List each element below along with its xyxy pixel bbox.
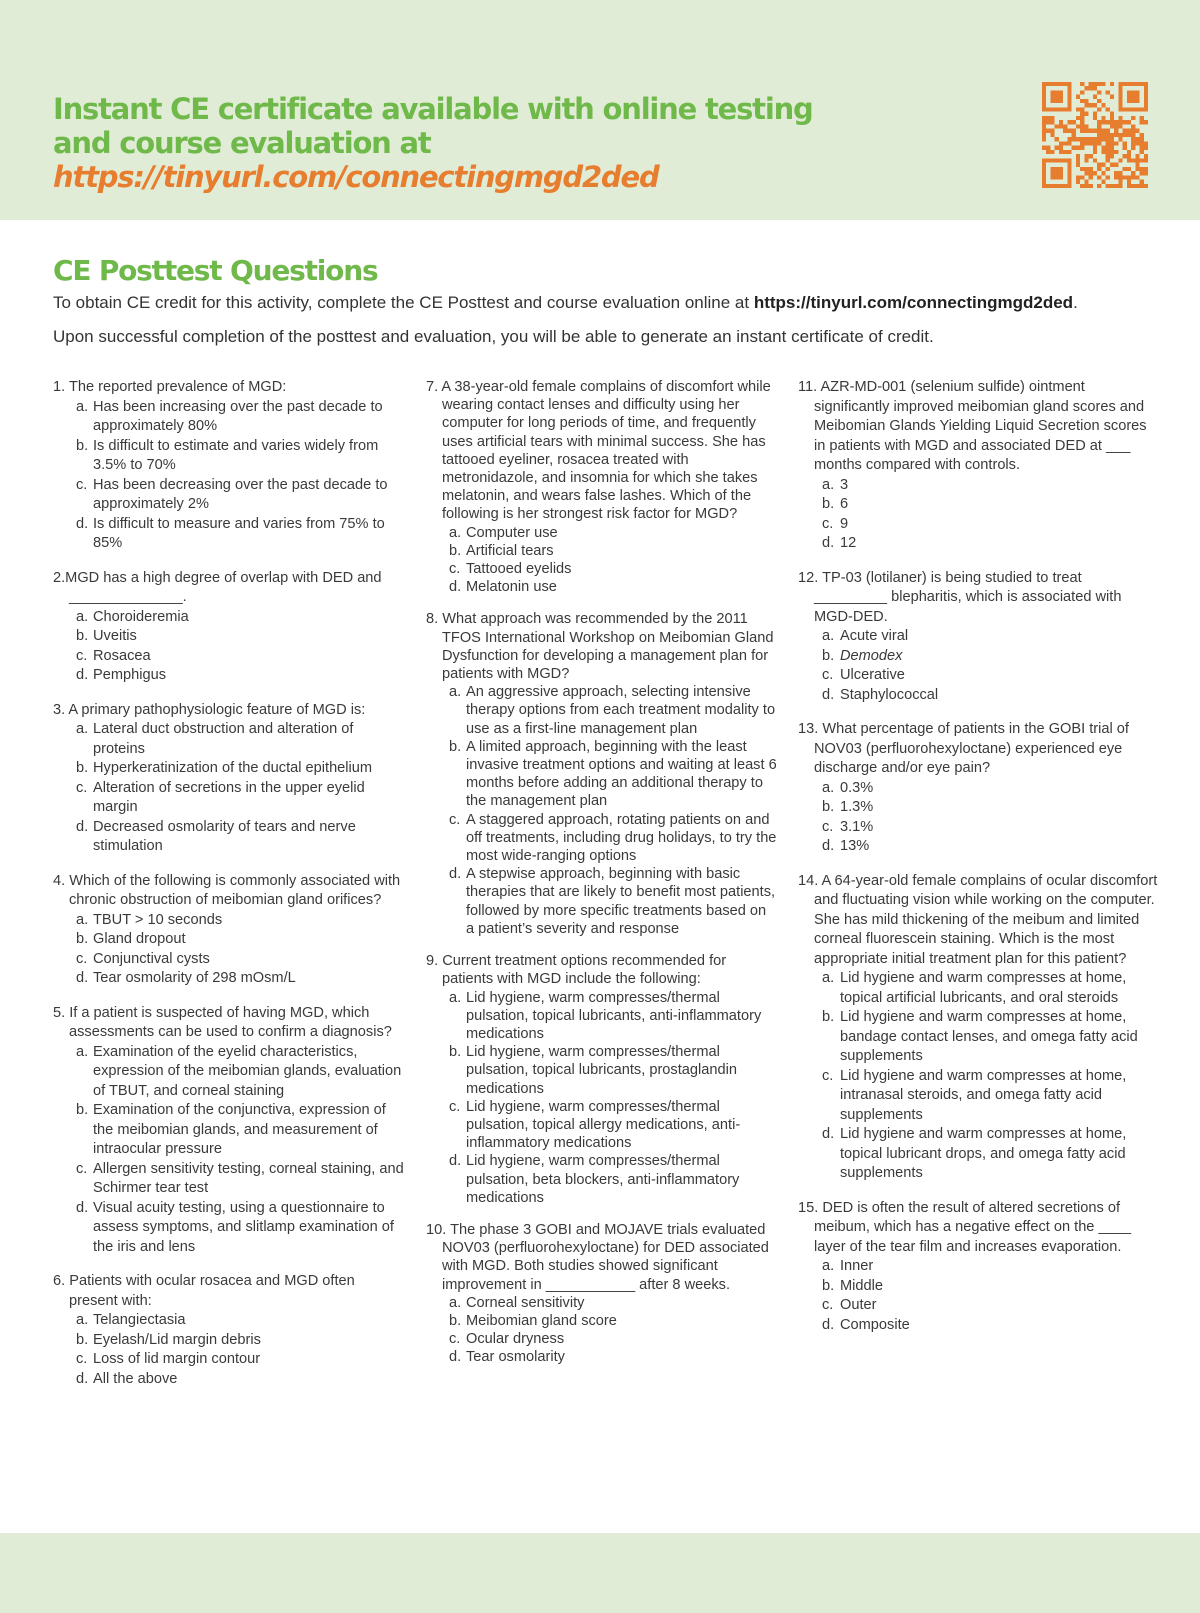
option-letter: a. xyxy=(76,1043,89,1060)
question-block xyxy=(53,1272,405,1389)
question-text: 12. TP-03 (lotilaner) is being studied to treat _________ blepharitis, which is associated with MGD-DED. xyxy=(798,569,1122,625)
question-block xyxy=(53,569,405,686)
option-text: Meibomian gland score xyxy=(466,1312,617,1329)
question-text: 15. DED is often the result of altered secretions of meibum, which has a negative effect on the ____ layer of the tear film and increases evaporation. xyxy=(798,1199,1131,1255)
answer-options xyxy=(53,720,405,857)
option-letter: d. xyxy=(449,1153,462,1170)
option-text: Allergen sensitivity testing, corneal staining, and Schirmer tear test xyxy=(93,1160,404,1196)
option-text: Pemphigus xyxy=(93,667,167,683)
option-letter: a. xyxy=(822,1258,835,1274)
answer-option[interactable] xyxy=(76,608,405,628)
banner-url-link[interactable]: https://tinyurl.com/connectingmgd2ded xyxy=(53,160,659,194)
question-block xyxy=(798,872,1158,1184)
option-letter: d. xyxy=(76,970,89,986)
question-block xyxy=(426,952,778,1207)
answer-option[interactable] xyxy=(76,476,405,515)
option-text: A stepwise approach, beginning with basic therapies that are likely to benefit most patients, followed by more specific treatments based on a patient’s severity and response xyxy=(466,866,776,937)
answer-options xyxy=(426,683,778,938)
answer-options xyxy=(53,911,405,989)
option-text: Eyelash/Lid margin debris xyxy=(93,1331,261,1348)
option-letter: b. xyxy=(449,738,462,755)
option-text: Demodex xyxy=(840,647,903,664)
option-letter: b. xyxy=(76,931,89,947)
answer-options xyxy=(798,969,1158,1184)
option-letter: a. xyxy=(822,628,835,644)
option-letter: c. xyxy=(76,1351,88,1367)
option-letter: d. xyxy=(76,1370,89,1387)
option-letter: d. xyxy=(76,515,89,532)
option-text: An aggressive approach, selecting intensive therapy options from each treatment modality to use as a first-line management plan xyxy=(466,684,776,737)
question-text: 9. Current treatment options recommended for patients with MGD include the following: xyxy=(426,953,727,988)
option-letter: d. xyxy=(449,1349,462,1366)
option-letter: c. xyxy=(449,1098,461,1115)
option-letter: c. xyxy=(822,667,834,683)
question-block xyxy=(53,378,405,554)
option-letter: c. xyxy=(822,515,834,532)
answer-options xyxy=(798,779,1158,857)
answer-option[interactable] xyxy=(822,798,1158,818)
option-text: Has been decreasing over the past decade to approximately 2% xyxy=(93,476,388,512)
answer-option[interactable] xyxy=(76,969,405,989)
footer-band xyxy=(0,1533,1200,1613)
question-block xyxy=(798,378,1158,554)
question-block xyxy=(798,1199,1158,1336)
answer-options xyxy=(426,989,778,1207)
option-letter: a. xyxy=(449,684,462,701)
option-letter: a. xyxy=(76,608,89,625)
answer-option[interactable] xyxy=(76,1311,405,1331)
answer-option[interactable] xyxy=(449,865,778,938)
answer-option[interactable] xyxy=(822,666,1158,686)
answer-option[interactable] xyxy=(449,1043,778,1098)
answer-options xyxy=(798,1257,1158,1335)
question-column-1 xyxy=(53,378,405,1404)
option-text: Composite xyxy=(840,1316,910,1333)
option-text: 6 xyxy=(840,496,849,512)
option-text: Melatonin use xyxy=(466,579,557,596)
option-text: 3 xyxy=(840,476,849,493)
answer-option[interactable] xyxy=(76,437,405,476)
option-text: A staggered approach, rotating patients on and off treatments, including drug holidays, to try the most wide-ranging options xyxy=(466,811,777,865)
option-text: Lid hygiene, warm compresses/thermal pulsation, beta blockers, anti-inflammatory medications xyxy=(466,1153,740,1206)
option-text: Conjunctival cysts xyxy=(93,950,210,967)
option-text: Lid hygiene and warm compresses at home, topical artificial lubricants, and oral steroids xyxy=(840,970,1127,1006)
option-text: Outer xyxy=(840,1297,877,1313)
option-text: Lid hygiene, warm compresses/thermal pulsation, topical allergy medications, anti-inflammatory medications xyxy=(466,1098,741,1152)
answer-option[interactable] xyxy=(449,1312,778,1330)
option-letter: d. xyxy=(76,1199,89,1216)
answer-option[interactable] xyxy=(822,534,1158,554)
answer-option[interactable] xyxy=(449,542,778,560)
option-letter: d. xyxy=(822,838,835,854)
question-text: 2.MGD has a high degree of overlap with DED and ______________. xyxy=(53,569,382,605)
option-letter: d. xyxy=(822,1126,835,1142)
answer-options xyxy=(426,1294,778,1367)
option-letter: c. xyxy=(449,811,461,828)
answer-option[interactable] xyxy=(76,1101,405,1160)
option-text: Choroideremia xyxy=(93,608,189,625)
header-band xyxy=(0,0,1200,220)
option-text: Hyperkeratinization of the ductal epithelium xyxy=(93,760,373,776)
option-text: Staphylococcal xyxy=(840,686,939,703)
answer-option[interactable] xyxy=(76,1370,405,1390)
option-letter: c. xyxy=(76,779,88,796)
option-text: Ocular dryness xyxy=(466,1331,565,1348)
option-letter: c. xyxy=(449,1331,461,1348)
answer-option[interactable] xyxy=(76,950,405,970)
answer-option[interactable] xyxy=(822,837,1158,857)
question-block xyxy=(426,610,778,938)
option-text: Examination of the conjunctiva, expression of the meibomian glands, and measurement of intraocular pressure xyxy=(93,1102,386,1157)
option-text: 13% xyxy=(840,838,870,854)
answer-option[interactable] xyxy=(822,1296,1158,1316)
answer-option[interactable] xyxy=(822,1125,1158,1184)
option-text: Rosacea xyxy=(93,647,151,664)
answer-option[interactable] xyxy=(449,560,778,578)
answer-options xyxy=(53,608,405,686)
option-text: 9 xyxy=(840,515,849,532)
page-title: CE Posttest Questions xyxy=(53,254,378,287)
answer-option[interactable] xyxy=(449,1294,778,1312)
option-letter: a. xyxy=(449,524,462,541)
answer-option[interactable] xyxy=(76,1350,405,1370)
option-letter: b. xyxy=(822,1009,835,1025)
option-text: Ulcerative xyxy=(840,667,905,683)
option-letter: c. xyxy=(76,950,88,967)
intro-period: . xyxy=(1073,293,1078,312)
answer-option[interactable] xyxy=(76,515,405,554)
option-text: Lid hygiene, warm compresses/thermal pulsation, topical lubricants, prostaglandin medications xyxy=(466,1044,737,1097)
option-letter: c. xyxy=(822,1067,834,1084)
option-text: Alteration of secretions in the upper eyelid margin xyxy=(93,779,365,815)
option-text: Corneal sensitivity xyxy=(466,1294,585,1311)
banner-line-1: Instant CE certificate available with online testing xyxy=(53,92,813,126)
option-letter: a. xyxy=(822,779,835,796)
option-text: Tattooed eyelids xyxy=(466,561,572,578)
question-column-2 xyxy=(426,378,778,1381)
option-text: Inner xyxy=(840,1258,874,1274)
option-letter: b. xyxy=(449,542,462,559)
question-block xyxy=(53,1004,405,1258)
banner-line-2: and course evaluation at xyxy=(53,126,431,160)
option-text: Lid hygiene and warm compresses at home, topical lubricant drops, and omega fatty acid supplements xyxy=(840,1126,1127,1181)
answer-option[interactable] xyxy=(76,930,405,950)
option-text: Examination of the eyelid characteristics, expression of the meibomian glands, evaluation of TBUT, and corneal staining xyxy=(93,1043,402,1099)
option-letter: a. xyxy=(449,1294,462,1311)
option-letter: a. xyxy=(822,476,835,493)
answer-options xyxy=(53,1043,405,1258)
answer-option[interactable] xyxy=(822,969,1158,1008)
option-text: Is difficult to measure and varies from 75% to 85% xyxy=(93,515,385,551)
question-text: 14. A 64-year-old female complains of ocular discomfort and fluctuating vision while working on the computer. She has mild thickening of the meibum and limited corneal fluorescein staining. Which is the most appropriate initial treatment plan for this patient? xyxy=(798,872,1158,967)
option-text: Lid hygiene, warm compresses/thermal pulsation, topical lubricants, anti-inflammatory medications xyxy=(466,989,762,1042)
option-letter: a. xyxy=(449,989,462,1006)
answer-options xyxy=(798,476,1158,554)
option-text: Decreased osmolarity of tears and nerve stimulation xyxy=(93,818,356,854)
answer-option[interactable] xyxy=(76,818,405,857)
option-text: Is difficult to estimate and varies widely from 3.5% to 70% xyxy=(93,437,379,473)
option-text: Has been increasing over the past decade to approximately 80% xyxy=(93,398,383,434)
option-letter: b. xyxy=(822,1277,835,1294)
option-letter: b. xyxy=(76,1331,89,1348)
option-text: Loss of lid margin contour xyxy=(93,1351,261,1367)
answer-options xyxy=(53,398,405,554)
answer-option[interactable] xyxy=(449,683,778,738)
banner-heading xyxy=(53,92,953,194)
option-letter: b. xyxy=(449,1312,462,1329)
option-letter: c. xyxy=(822,818,834,835)
option-letter: d. xyxy=(76,667,89,683)
answer-option[interactable] xyxy=(822,818,1158,838)
question-text: 4. Which of the following is commonly associated with chronic obstruction of meibomian gland orifices? xyxy=(53,872,401,908)
question-text: 7. A 38-year-old female complains of discomfort while wearing contact lenses and difficulty using her computer for long periods of time, and frequently uses artificial tears with minimal success. She has tattooed eyeliner, rosacea treated with metronidazole, and insomnia for which she takes melatonin, and wears false lashes. Which of the following is her strongest risk factor for MGD? xyxy=(426,379,771,523)
option-text: Lid hygiene and warm compresses at home, bandage contact lenses, and omega fatty acid supplements xyxy=(840,1009,1138,1064)
answer-option[interactable] xyxy=(76,1160,405,1199)
answer-option[interactable] xyxy=(822,647,1158,667)
answer-option[interactable] xyxy=(822,779,1158,799)
option-text: 1.3% xyxy=(840,799,874,815)
option-letter: b. xyxy=(76,437,89,454)
intro-line-1 xyxy=(53,292,1163,314)
option-letter: a. xyxy=(822,970,835,986)
option-text: 12 xyxy=(840,535,857,551)
option-text: Gland dropout xyxy=(93,931,186,947)
question-text: 6. Patients with ocular rosacea and MGD often present with: xyxy=(53,1273,355,1309)
answer-option[interactable] xyxy=(449,1348,778,1366)
option-letter: b. xyxy=(822,799,835,815)
question-text: 11. AZR-MD-001 (selenium sulfide) ointment significantly improved meibomian gland scores and Meibomian Glands Yielding Liquid Secretion scores in patients with MGD and associated DED at ___ months compared with controls. xyxy=(798,379,1147,473)
option-text: Telangiectasia xyxy=(93,1312,186,1328)
answer-option[interactable] xyxy=(822,495,1158,515)
answer-option[interactable] xyxy=(76,398,405,437)
answer-option[interactable] xyxy=(822,1008,1158,1067)
option-letter: b. xyxy=(76,1102,89,1118)
option-letter: c. xyxy=(822,1297,834,1313)
question-text: 3. A primary pathophysiologic feature of MGD is: xyxy=(53,701,366,718)
option-letter: c. xyxy=(449,561,461,578)
intro-text: To obtain CE credit for this activity, complete the CE Posttest and course evaluation online at xyxy=(53,293,754,312)
option-letter: d. xyxy=(76,818,89,835)
answer-option[interactable] xyxy=(76,759,405,779)
answer-options xyxy=(426,524,778,597)
option-text: A limited approach, beginning with the least invasive treatment options and waiting at least 6 months before adding an additional therapy to the management plan xyxy=(466,738,777,810)
option-text: Tear osmolarity xyxy=(466,1349,565,1366)
answer-option[interactable] xyxy=(822,1277,1158,1297)
answer-option[interactable] xyxy=(822,476,1158,496)
option-letter: a. xyxy=(76,721,89,737)
option-letter: c. xyxy=(76,1160,88,1177)
option-letter: d. xyxy=(822,535,835,551)
answer-option[interactable] xyxy=(76,627,405,647)
answer-option[interactable] xyxy=(822,515,1158,535)
answer-option[interactable] xyxy=(76,1331,405,1351)
answer-option[interactable] xyxy=(76,647,405,667)
option-text: 3.1% xyxy=(840,818,874,835)
answer-option[interactable] xyxy=(449,578,778,596)
option-letter: c. xyxy=(76,476,88,493)
option-letter: d. xyxy=(449,866,462,883)
answer-option[interactable] xyxy=(449,1098,778,1153)
option-letter: b. xyxy=(76,760,89,776)
answer-options xyxy=(53,1311,405,1389)
question-column-3 xyxy=(798,378,1158,1350)
option-letter: d. xyxy=(822,686,835,703)
question-text: 5. If a patient is suspected of having MGD, which assessments can be used to confirm a diagnosis? xyxy=(53,1004,392,1040)
question-text: 10. The phase 3 GOBI and MOJAVE trials evaluated NOV03 (perfluorohexyloctane) for DED associated with MGD. Both studies showed significant improvement in ___________ after 8 weeks. xyxy=(426,1221,769,1293)
option-text: Acute viral xyxy=(840,628,909,644)
option-letter: a. xyxy=(76,911,89,928)
question-block xyxy=(798,720,1158,857)
question-block xyxy=(53,872,405,989)
answer-option[interactable] xyxy=(449,524,778,542)
answer-option[interactable] xyxy=(822,627,1158,647)
answer-option[interactable] xyxy=(449,811,778,866)
option-text: Visual acuity testing, using a questionnaire to assess symptoms, and slitlamp examination of the iris and lens xyxy=(93,1199,394,1255)
answer-option[interactable] xyxy=(822,1257,1158,1277)
answer-option[interactable] xyxy=(76,720,405,759)
qr-code-icon[interactable] xyxy=(1042,82,1148,188)
option-letter: b. xyxy=(822,496,835,512)
answer-option[interactable] xyxy=(822,1067,1158,1126)
option-letter: d. xyxy=(449,579,462,596)
answer-option[interactable] xyxy=(449,989,778,1044)
option-letter: a. xyxy=(76,398,89,415)
intro-url-link[interactable]: https://tinyurl.com/connectingmgd2ded xyxy=(753,293,1074,312)
question-block xyxy=(426,378,778,596)
option-text: Uveitis xyxy=(93,628,137,644)
option-text: Lateral duct obstruction and alteration of proteins xyxy=(93,721,354,757)
answer-option[interactable] xyxy=(76,666,405,686)
question-text: 13. What percentage of patients in the GOBI trial of NOV03 (perfluorohexyloctane) experienced eye discharge and/or eye pain? xyxy=(798,721,1129,776)
answer-option[interactable] xyxy=(449,1152,778,1207)
option-text: Computer use xyxy=(466,524,558,541)
answer-options xyxy=(798,627,1158,705)
answer-option[interactable] xyxy=(822,1316,1158,1336)
option-letter: b. xyxy=(449,1044,462,1061)
option-letter: c. xyxy=(76,647,88,664)
question-block xyxy=(53,701,405,857)
option-text: TBUT > 10 seconds xyxy=(93,911,223,928)
option-text: Tear osmolarity of 298 mOsm/L xyxy=(93,970,296,986)
option-text: 0.3% xyxy=(840,779,874,796)
answer-option[interactable] xyxy=(76,779,405,818)
question-block xyxy=(798,569,1158,706)
option-letter: a. xyxy=(76,1312,89,1328)
option-letter: b. xyxy=(822,647,835,664)
intro-line-2: Upon successful completion of the posttest and evaluation, you will be able to generate an instant certificate of credit. xyxy=(53,327,934,346)
question-text: 8. What approach was recommended by the 2011 TFOS International Workshop on Meibomian Gland Dysfunction for developing a management plan for patients with MGD? xyxy=(426,611,774,683)
option-letter: b. xyxy=(76,628,89,644)
answer-option[interactable] xyxy=(822,686,1158,706)
option-text: Middle xyxy=(840,1277,883,1294)
answer-option[interactable] xyxy=(449,738,778,811)
option-letter: d. xyxy=(822,1316,835,1333)
answer-option[interactable] xyxy=(76,911,405,931)
answer-option[interactable] xyxy=(76,1043,405,1102)
answer-option[interactable] xyxy=(449,1330,778,1348)
answer-option[interactable] xyxy=(76,1199,405,1258)
question-text: 1. The reported prevalence of MGD: xyxy=(53,379,287,395)
option-text: All the above xyxy=(93,1370,178,1387)
question-block xyxy=(426,1221,778,1367)
option-text: Artificial tears xyxy=(466,542,554,559)
option-text: Lid hygiene and warm compresses at home, intranasal steroids, and omega fatty acid supplements xyxy=(840,1067,1127,1123)
